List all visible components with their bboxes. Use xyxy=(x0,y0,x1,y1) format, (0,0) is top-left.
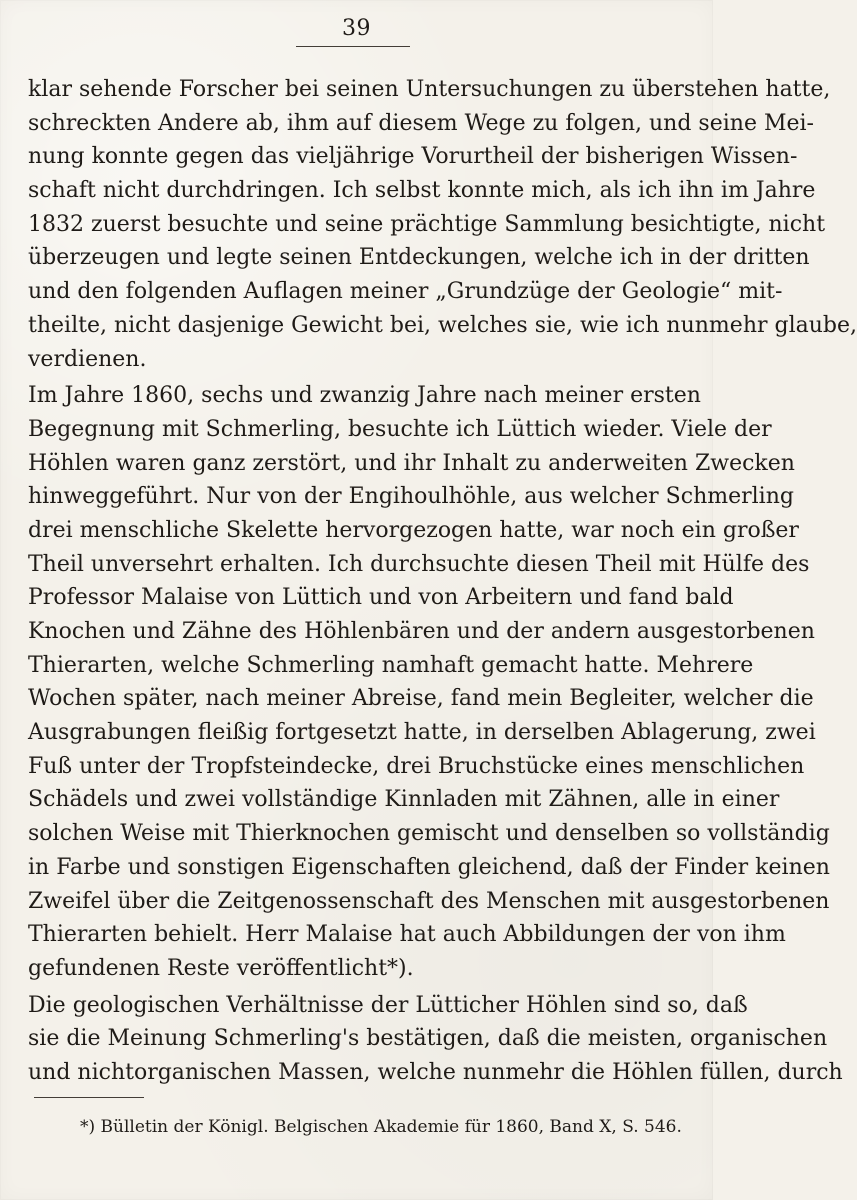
text-line-26: Thierarten behielt. Herr Malaise hat auch Abbildungen der von ihm xyxy=(28,922,786,948)
header-rule xyxy=(296,46,410,47)
text-line-11: Begegnung mit Schmerling, besuchte ich Lüttich wieder. Viele der xyxy=(28,416,772,442)
text-line-23: solchen Weise mit Thierknochen gemischt und denselben so vollständig xyxy=(28,821,830,847)
text-line-22: Schädels und zwei vollständige Kinnladen mit Zähnen, alle in einer xyxy=(28,787,780,813)
text-line-10: Im Jahre 1860, sechs und zwanzig Jahre nach meiner ersten xyxy=(28,383,701,409)
text-line-25: Zweifel über die Zeitgenossenschaft des Menschen mit ausgestorbenen xyxy=(28,888,830,914)
text-line-1: klar sehende Forscher bei seinen Untersuchungen zu überstehen hatte, xyxy=(28,77,831,102)
text-line-24: in Farbe und sonstigen Eigenschaften gleichend, daß der Finder keinen xyxy=(28,854,830,880)
text-line-17: Knochen und Zähne des Höhlenbären und der andern ausgestorbenen xyxy=(28,619,815,644)
text-line-29: sie die Meinung Schmerling's bestätigen, daß die meisten, organischen xyxy=(28,1026,828,1052)
text-line-8: theilte, nicht dasjenige Gewicht bei, welches sie, wie ich nunmehr glaube, xyxy=(28,312,857,338)
text-line-15: Theil unversehrt erhalten. Ich durchsuchte diesen Theil mit Hülfe des xyxy=(28,551,810,577)
text-line-14: drei menschliche Skelette hervorgezogen hatte, war noch ein großer xyxy=(28,517,799,543)
footnote: *) Bülletin der Königl. Belgischen Akademie für 1860, Band X, S. 546. xyxy=(80,1117,682,1137)
text-line-7: und den folgenden Auflagen meiner „Grundzüge der Geologie“ mit- xyxy=(28,279,783,305)
text-line-28: Die geologischen Verhältnisse der Lütticher Höhlen sind so, daß xyxy=(28,992,748,1018)
text-line-3: nung konnte gegen das vieljährige Vorurtheil der bisherigen Wissen- xyxy=(28,144,798,170)
text-line-18: Thierarten, welche Schmerling namhaft gemacht hatte. Mehrere xyxy=(28,652,754,678)
text-line-5: 1832 zuerst besuchte und seine prächtige Sammlung besichtigte, nicht xyxy=(28,211,826,237)
text-line-20: Ausgrabungen fleißig fortgesetzt hatte, in derselben Ablagerung, zwei xyxy=(28,720,816,746)
text-line-2: schreckten Andere ab, ihm auf diesem Wege zu folgen, und seine Mei- xyxy=(28,110,814,136)
text-line-27: gefundenen Reste veröffentlicht*). xyxy=(28,955,414,981)
text-line-4: schaft nicht durchdringen. Ich selbst konnte mich, als ich ihn im Jahre xyxy=(28,178,816,204)
text-line-13: hinweggeführt. Nur von der Engihoulhöhle, aus welcher Schmerling xyxy=(28,484,794,510)
text-line-9: verdienen. xyxy=(28,346,147,372)
text-line-30: und nichtorganischen Massen, welche nunmehr die Höhlen füllen, durch xyxy=(28,1059,843,1085)
footnote-rule xyxy=(34,1097,144,1098)
text-line-16: Professor Malaise von Lüttich und von Arbeitern und fand bald xyxy=(28,585,734,611)
text-line-6: überzeugen und legte seinen Entdeckungen, welche ich in der dritten xyxy=(28,245,810,271)
text-line-19: Wochen später, nach meiner Abreise, fand mein Begleiter, welcher die xyxy=(28,686,814,712)
text-line-21: Fuß unter der Tropfsteindecke, drei Bruchstücke eines menschlichen xyxy=(28,753,805,779)
body-text xyxy=(28,73,857,1090)
page-number: 39 xyxy=(342,16,371,41)
text-line-12: Höhlen waren ganz zerstört, und ihr Inhalt zu anderweiten Zwecken xyxy=(28,450,795,476)
